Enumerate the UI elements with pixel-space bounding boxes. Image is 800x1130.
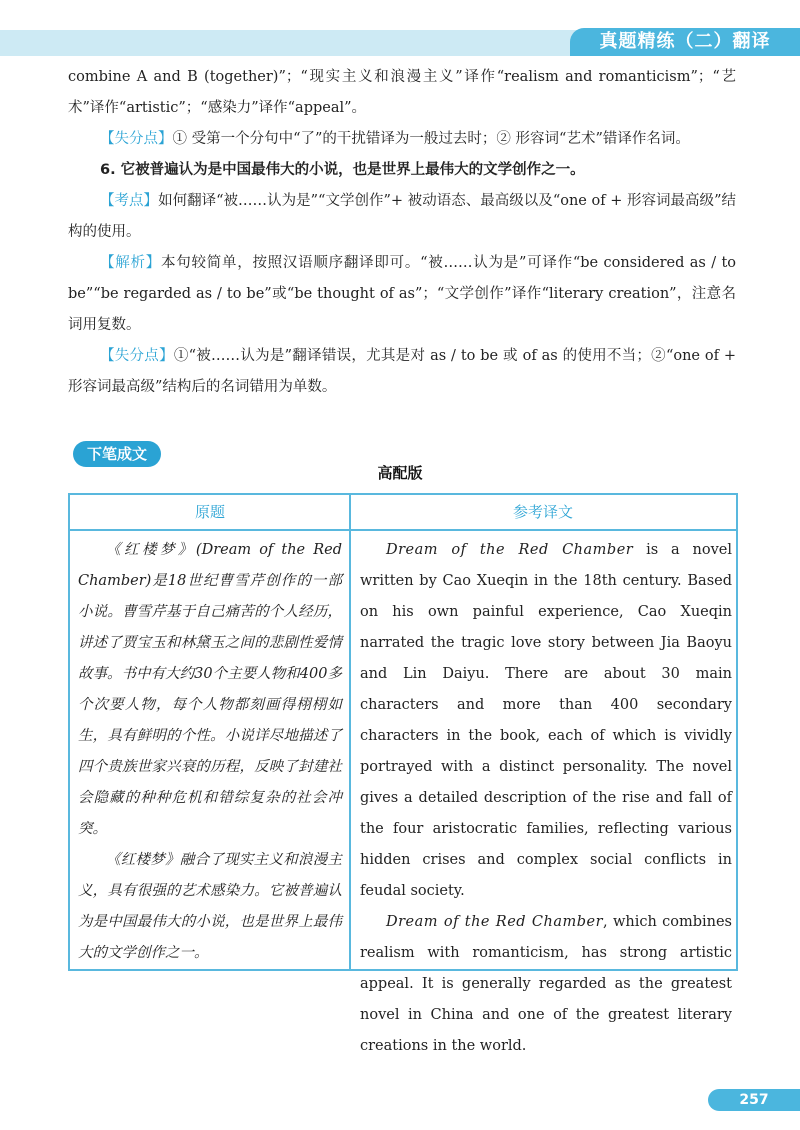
reference-text-cell: [354, 531, 736, 1062]
loss-points-tag: 【失分点】: [100, 131, 173, 147]
original-text-cell: [74, 531, 344, 969]
reference-paragraph-2: [360, 907, 732, 1062]
reference-paragraph-1: [360, 535, 732, 907]
analysis-tag: 【解析】: [100, 255, 161, 271]
paragraph-loss-points-6: [68, 341, 736, 403]
paragraph-loss-points-5: [68, 124, 736, 155]
loss-points-tag-6: 【失分点】: [100, 348, 174, 364]
paragraph-test-point: [68, 186, 736, 248]
reference-p1-body: is a novel written by Cao Xueqin in the 18th century. Based on his own painful experience, Cao Xueqin narrated the tragic love story between Jia Baoyu and Lin Daiyu. There are about 30 main characters and more than 400 secondary characters in the book, each of which is vividly portrayed with a distinct personality. The novel gives a detailed description of the rise and fall of the four aristocratic families, reflecting various hidden crises and complex social conflicts in feudal society.: [360, 542, 732, 899]
loss-points-text-6: ①“被……认为是”翻译错误，尤其是对 as / to be 或 of as 的使用不当；②“one of + 形容词最高级”结构后的名词错用为单数。: [68, 348, 737, 395]
original-paragraph-1: [78, 535, 342, 845]
original-book-title: 《红楼梦》: [106, 542, 196, 558]
original-p1-body: 是18世纪曹雪芹创作的一部小说。曹雪芹基于自己痛苦的个人经历，讲述了贾宝玉和林黛玉之间的悲剧性爱情故事。书中有大约30个主要人物和400多个次要人物，每个人物都刻画得栩栩如生，具有鲜明的个性。小说详尽地描述了四个贵族世家兴衰的历程，反映了封建社会隐藏的种种危机和错综复杂的社会冲突。: [78, 573, 342, 837]
table-divider: [349, 495, 351, 969]
column-reference: 参考译文: [512, 503, 573, 521]
original-english-title: (Dream of the Red Chamber): [78, 542, 343, 589]
reference-p2-body: , which combines realism with romanticism, has strong artistic appeal. It is generally regarded as the greatest novel in China and one of the greatest literary creations in the world.: [360, 914, 732, 1054]
version-title: 高配版: [377, 464, 423, 482]
reference-p1-title: Dream of the Red Chamber: [386, 542, 634, 558]
translation-table: [68, 493, 738, 1054]
section-badge: 下笔成文: [73, 441, 161, 467]
paragraph-analysis: [68, 248, 736, 341]
main-content: [68, 62, 736, 403]
test-point-text: 如何翻译“被……认为是”“文学创作”+ 被动语态、最高级以及“one of + 形容词最高级”结构的使用。: [68, 193, 736, 240]
test-point-tag: 【考点】: [100, 193, 159, 209]
original-paragraph-2: 《红楼梦》融合了现实主义和浪漫主义，具有很强的艺术感染力。它被普遍认为是中国最伟大的小说，也是世界上最伟大的文学创作之一。: [78, 852, 342, 961]
loss-points-text: ① 受第一个分句中“了”的干扰错译为一般过去时；② 形容词“艺术”错译作名词。: [172, 131, 690, 147]
section-title: 真题精练（二）翻译: [570, 28, 800, 56]
page-number: 257: [708, 1089, 800, 1111]
question-6-title: 6. 它被普遍认为是中国最伟大的小说，也是世界上最伟大的文学创作之一。: [100, 162, 585, 178]
table-header-row: [70, 495, 736, 531]
reference-p2-title: Dream of the Red Chamber: [386, 914, 604, 930]
analysis-text: 本句较简单，按照汉语顺序翻译即可。“被……认为是”可译作“be considered as / to be”“be regarded as / to be”或“be thought of as”；“文学创作”译作“literary creation”，注意名词用复数。: [68, 255, 737, 333]
paragraph-continuation: combine A and B (together)”；“现实主义和浪漫主义”译作“realism and romanticism”；“艺术”译作“artistic”；“感染力”译作“appeal”。: [68, 69, 736, 116]
column-original: 原题: [194, 503, 225, 521]
